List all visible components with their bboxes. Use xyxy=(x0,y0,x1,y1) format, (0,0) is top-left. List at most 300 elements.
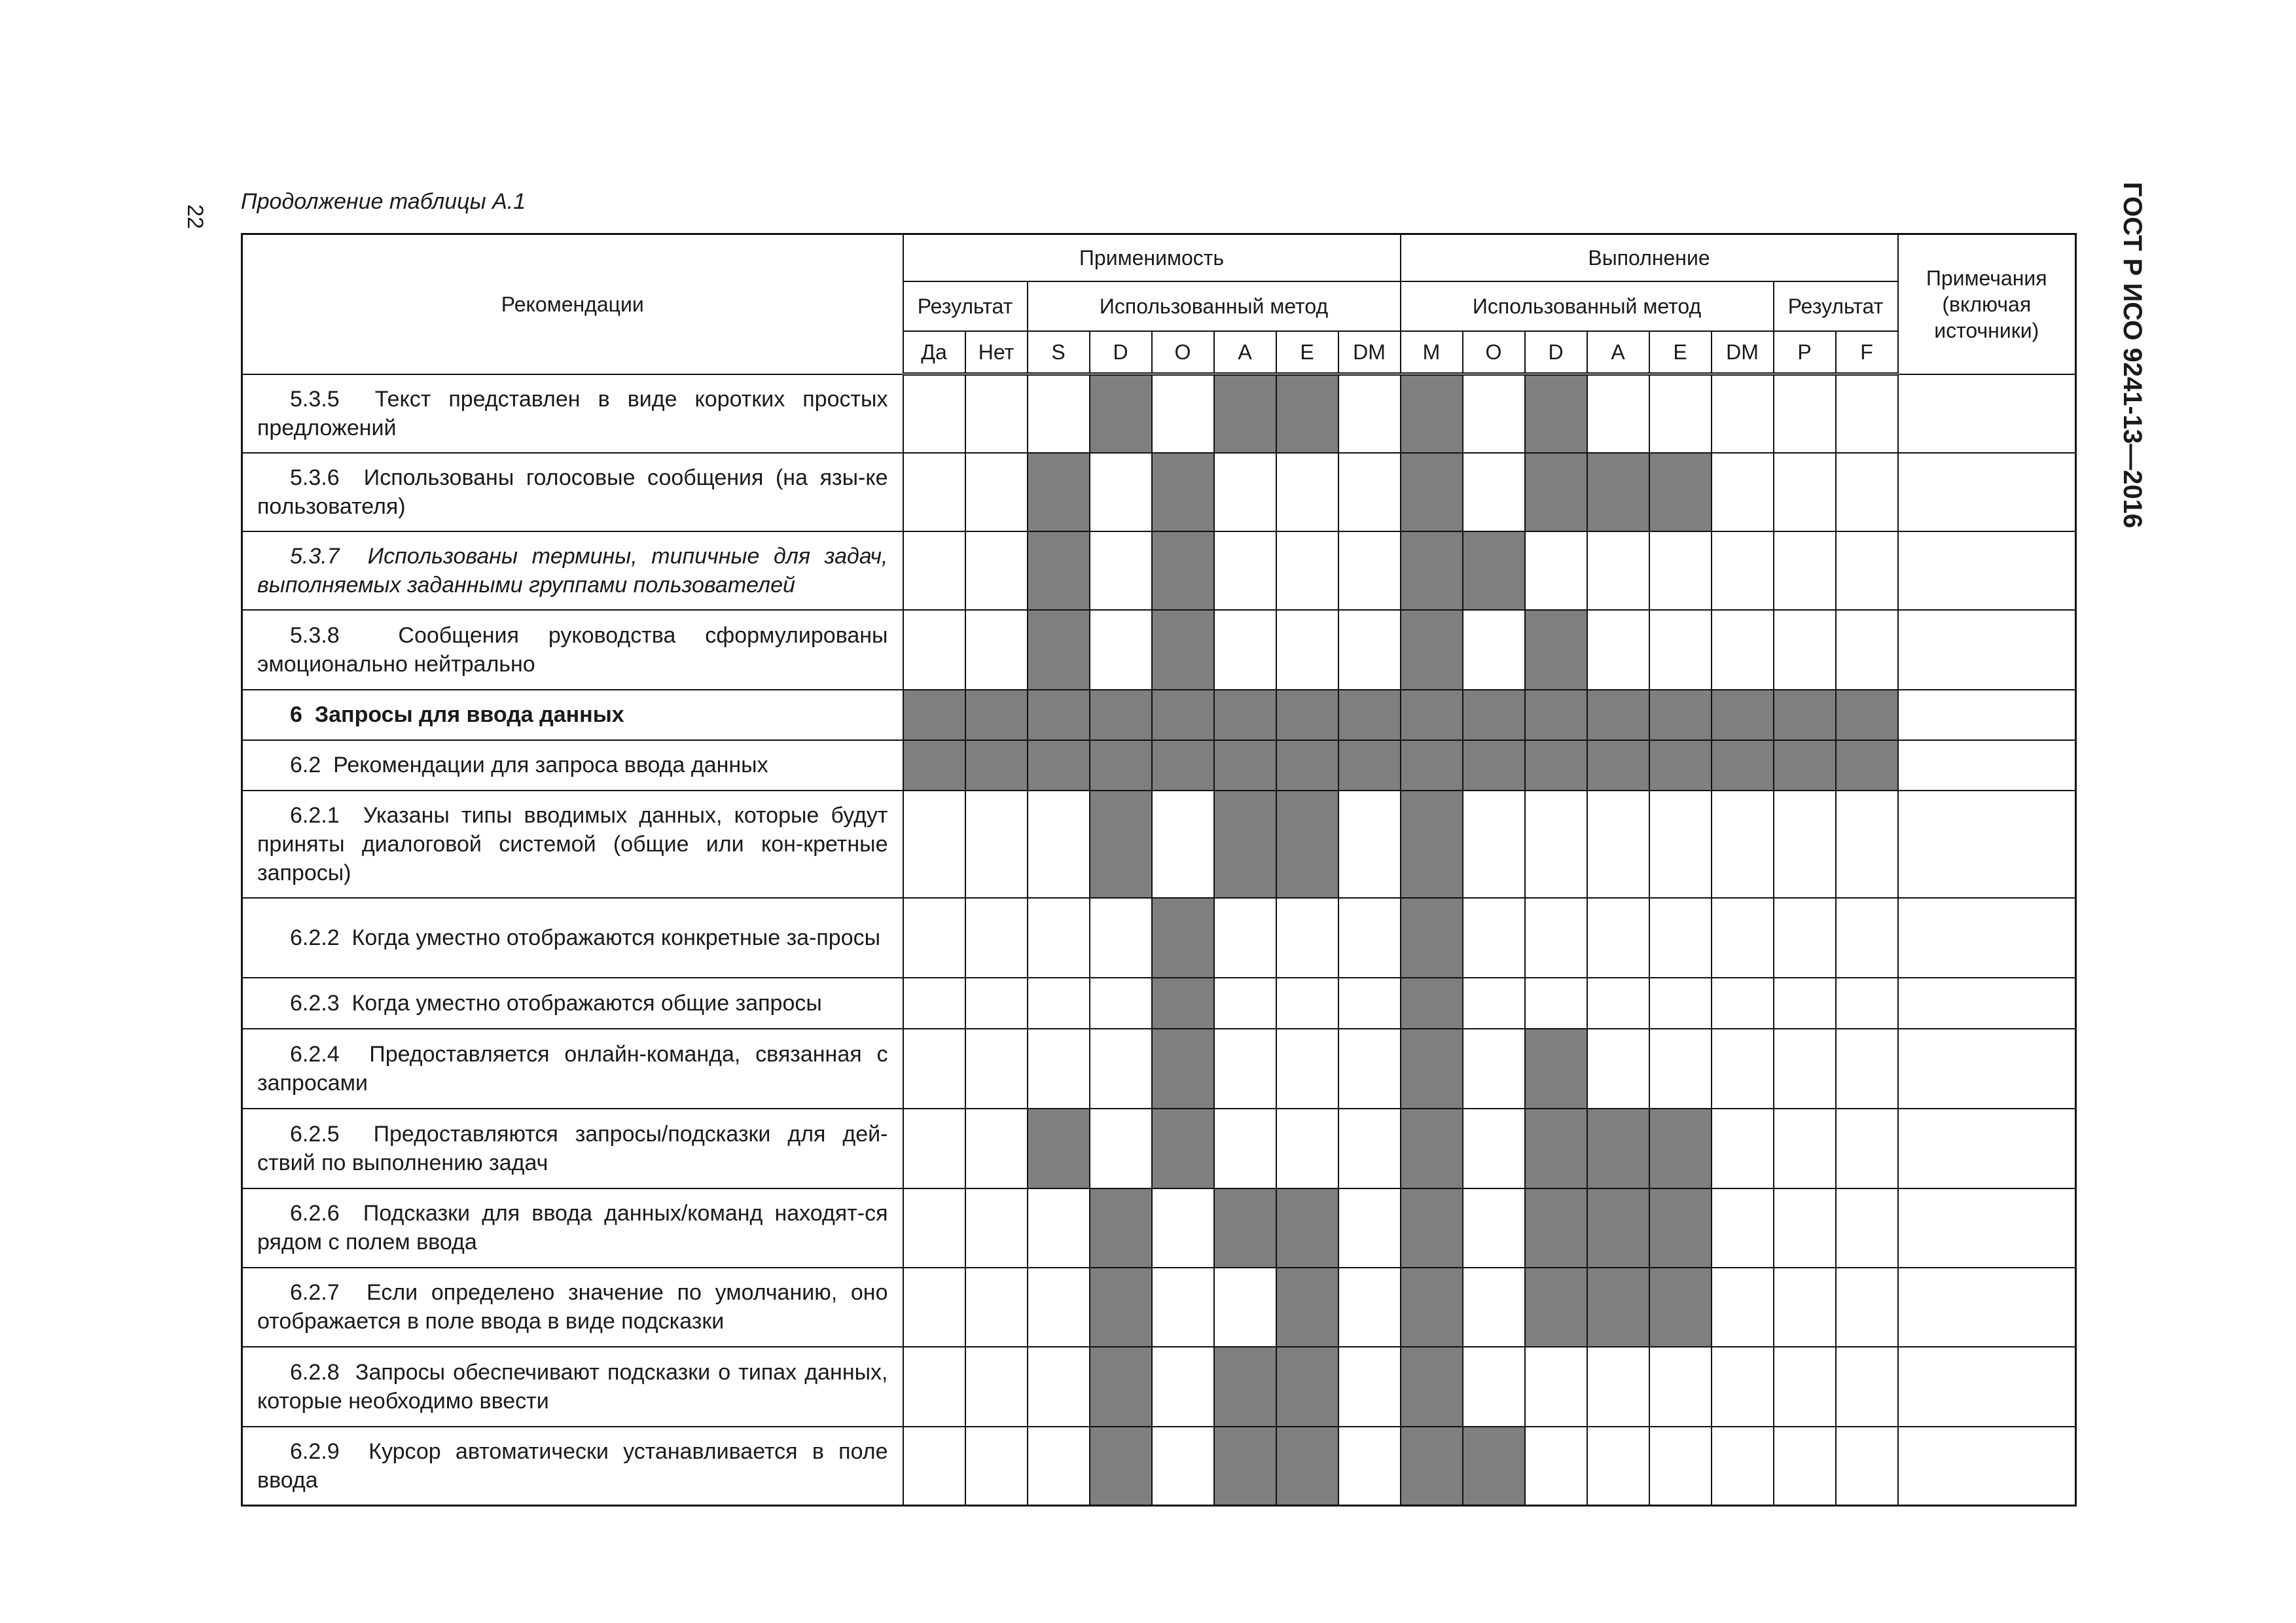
recommendation-cell xyxy=(242,1109,903,1188)
empty-cell xyxy=(1587,791,1649,898)
empty-cell xyxy=(1276,978,1338,1029)
empty-cell xyxy=(1090,610,1152,690)
table-row xyxy=(242,690,2076,740)
empty-cell xyxy=(903,374,965,453)
notes-cell xyxy=(1898,1268,2076,1347)
column-code-header: O xyxy=(1152,331,1214,374)
clause-text: Запросы для ввода данных xyxy=(314,702,624,727)
empty-cell xyxy=(1338,610,1401,690)
clause-text: Сообщения руководства сформулированы эмоционально нейтрально xyxy=(257,622,888,677)
empty-cell xyxy=(1214,453,1276,531)
shaded-cell xyxy=(1587,1268,1649,1347)
shaded-cell xyxy=(1649,740,1712,791)
shaded-cell xyxy=(1525,610,1587,690)
column-code-header: O xyxy=(1463,331,1525,374)
notes-cell xyxy=(1898,610,2076,690)
shaded-cell xyxy=(1028,610,1090,690)
column-code-header: S xyxy=(1028,331,1090,374)
table-row xyxy=(242,1347,2076,1427)
shaded-cell xyxy=(1401,1029,1463,1109)
recommendation-cell xyxy=(242,1029,903,1109)
shaded-cell xyxy=(1401,791,1463,898)
clause-separator xyxy=(340,387,375,412)
empty-cell xyxy=(1028,1427,1090,1506)
empty-cell xyxy=(903,1347,965,1427)
empty-cell xyxy=(1463,1268,1525,1347)
empty-cell xyxy=(1338,1109,1401,1188)
recommendation-cell xyxy=(242,898,903,978)
empty-cell xyxy=(1338,1427,1401,1506)
empty-cell xyxy=(1463,1109,1525,1188)
shaded-cell xyxy=(1214,1188,1276,1268)
clause-text: Курсор автоматически устанавливается в поле ввода xyxy=(257,1438,888,1493)
clause-number: 6.2.5 xyxy=(290,1121,340,1147)
empty-cell xyxy=(1712,898,1774,978)
shaded-cell xyxy=(1152,610,1214,690)
empty-cell xyxy=(1090,978,1152,1029)
empty-cell xyxy=(1028,1029,1090,1109)
column-code-header: DM xyxy=(1712,331,1774,374)
empty-cell xyxy=(1463,453,1525,531)
header-execution: Выполнение xyxy=(1401,234,1898,281)
shaded-cell xyxy=(1152,1029,1214,1109)
empty-cell xyxy=(1090,531,1152,610)
shaded-cell xyxy=(1090,791,1152,898)
shaded-cell xyxy=(1649,1268,1712,1347)
empty-cell xyxy=(1774,1029,1836,1109)
shaded-cell xyxy=(1712,740,1774,791)
recommendation-cell xyxy=(242,1268,903,1347)
clause-separator xyxy=(340,803,363,828)
shaded-cell xyxy=(1214,740,1276,791)
column-code-header: A xyxy=(1214,331,1276,374)
shaded-cell xyxy=(1401,1347,1463,1427)
shaded-cell xyxy=(1338,690,1401,740)
notes-cell xyxy=(1898,453,2076,531)
clause-text: Если определено значение по умолчанию, оно отображается в поле ввода в виде подсказки xyxy=(257,1280,888,1334)
empty-cell xyxy=(1276,898,1338,978)
empty-cell xyxy=(1712,453,1774,531)
shaded-cell xyxy=(1401,1109,1463,1188)
empty-cell xyxy=(1214,610,1276,690)
clause-text: Текст представлен в виде коротких простых предложений xyxy=(257,386,888,440)
empty-cell xyxy=(1338,1268,1401,1347)
column-code-header: DM xyxy=(1338,331,1401,374)
empty-cell xyxy=(965,374,1028,453)
empty-cell xyxy=(1649,1347,1712,1427)
empty-cell xyxy=(1028,1347,1090,1427)
empty-cell xyxy=(965,1268,1028,1347)
empty-cell xyxy=(1712,978,1774,1029)
empty-cell xyxy=(1836,898,1898,978)
header-method-execution: Использованный метод xyxy=(1401,281,1774,331)
empty-cell xyxy=(1587,1347,1649,1427)
clause-number: 5.3.7 xyxy=(290,543,340,569)
recommendation-cell xyxy=(242,531,903,610)
empty-cell xyxy=(903,610,965,690)
empty-cell xyxy=(1712,531,1774,610)
empty-cell xyxy=(965,1109,1028,1188)
shaded-cell xyxy=(1525,453,1587,531)
clause-separator xyxy=(340,1042,370,1067)
empty-cell xyxy=(903,1029,965,1109)
column-code-header: E xyxy=(1649,331,1712,374)
shaded-cell xyxy=(1276,1188,1338,1268)
empty-cell xyxy=(1463,898,1525,978)
recommendation-cell xyxy=(242,978,903,1029)
empty-cell xyxy=(1338,1347,1401,1427)
clause-text: Предоставляется онлайн-команда, связанная с запросами xyxy=(257,1041,888,1096)
empty-cell xyxy=(1214,531,1276,610)
empty-cell xyxy=(1712,1347,1774,1427)
table-row xyxy=(242,1109,2076,1188)
table-row xyxy=(242,978,2076,1029)
empty-cell xyxy=(1587,1029,1649,1109)
header-applicability: Применимость xyxy=(903,234,1401,281)
clause-number: 6.2.9 xyxy=(290,1438,340,1464)
empty-cell xyxy=(1152,1268,1214,1347)
empty-cell xyxy=(903,978,965,1029)
empty-cell xyxy=(965,453,1028,531)
table-row xyxy=(242,898,2076,978)
empty-cell xyxy=(1587,898,1649,978)
empty-cell xyxy=(1712,1109,1774,1188)
shaded-cell xyxy=(1152,531,1214,610)
empty-cell xyxy=(1712,610,1774,690)
clause-text: Когда уместно отображаются общие запросы xyxy=(351,990,822,1016)
shaded-cell xyxy=(1214,374,1276,453)
clause-separator xyxy=(340,1280,367,1305)
shaded-cell xyxy=(1836,690,1898,740)
shaded-cell xyxy=(1090,690,1152,740)
empty-cell xyxy=(1649,978,1712,1029)
clause-separator xyxy=(340,925,352,950)
empty-cell xyxy=(1463,610,1525,690)
empty-cell xyxy=(1649,531,1712,610)
empty-cell xyxy=(1214,1109,1276,1188)
empty-cell xyxy=(1214,1029,1276,1109)
empty-cell xyxy=(1836,1109,1898,1188)
recommendations-table xyxy=(241,233,2077,1507)
empty-cell xyxy=(903,1427,965,1506)
shaded-cell xyxy=(1028,531,1090,610)
clause-separator xyxy=(340,1201,363,1226)
empty-cell xyxy=(1152,1347,1214,1427)
empty-cell xyxy=(1525,1347,1587,1427)
empty-cell xyxy=(1463,978,1525,1029)
shaded-cell xyxy=(1028,690,1090,740)
shaded-cell xyxy=(1401,453,1463,531)
shaded-cell xyxy=(1090,1347,1152,1427)
empty-cell xyxy=(1338,898,1401,978)
shaded-cell xyxy=(1401,978,1463,1029)
empty-cell xyxy=(903,1188,965,1268)
shaded-cell xyxy=(1401,374,1463,453)
document-standard-title: ГОСТ Р ИСО 9241-13—2016 xyxy=(2118,182,2147,529)
header-method-applicability: Использованный метод xyxy=(1028,281,1401,331)
column-code-header: Нет xyxy=(965,331,1028,374)
shaded-cell xyxy=(1152,453,1214,531)
clause-number: 6.2.1 xyxy=(290,802,340,828)
empty-cell xyxy=(1214,898,1276,978)
empty-cell xyxy=(1587,374,1649,453)
shaded-cell xyxy=(1276,1427,1338,1506)
shaded-cell xyxy=(1587,1109,1649,1188)
empty-cell xyxy=(1649,610,1712,690)
empty-cell xyxy=(1338,374,1401,453)
clause-text: Предоставляются запросы/подсказки для дей-ствий по выполнению задач xyxy=(257,1121,888,1175)
shaded-cell xyxy=(1090,1427,1152,1506)
shaded-cell xyxy=(1276,690,1338,740)
shaded-cell xyxy=(1152,690,1214,740)
empty-cell xyxy=(1028,898,1090,978)
empty-cell xyxy=(965,1029,1028,1109)
empty-cell xyxy=(1774,610,1836,690)
empty-cell xyxy=(1712,1188,1774,1268)
empty-cell xyxy=(903,898,965,978)
column-code-header: F xyxy=(1836,331,1898,374)
empty-cell xyxy=(1152,1188,1214,1268)
shaded-cell xyxy=(1587,740,1649,791)
table-row xyxy=(242,1268,2076,1347)
empty-cell xyxy=(1090,453,1152,531)
clause-number: 6.2.2 xyxy=(290,925,340,950)
empty-cell xyxy=(1836,1188,1898,1268)
shaded-cell xyxy=(1028,740,1090,791)
empty-cell xyxy=(1836,610,1898,690)
shaded-cell xyxy=(1463,1427,1525,1506)
clause-text: Подсказки для ввода данных/команд находят-ся рядом с полем ввода xyxy=(257,1201,888,1255)
clause-number: 6 xyxy=(290,702,302,727)
clause-number: 6.2.8 xyxy=(290,1359,340,1385)
notes-cell xyxy=(1898,740,2076,791)
shaded-cell xyxy=(1525,740,1587,791)
recommendation-cell xyxy=(242,1347,903,1427)
empty-cell xyxy=(1090,1029,1152,1109)
notes-cell xyxy=(1898,690,2076,740)
shaded-cell xyxy=(965,740,1028,791)
empty-cell xyxy=(1338,1188,1401,1268)
shaded-cell xyxy=(1401,898,1463,978)
empty-cell xyxy=(1836,453,1898,531)
column-code-header: A xyxy=(1587,331,1649,374)
shaded-cell xyxy=(1401,610,1463,690)
empty-cell xyxy=(1587,1427,1649,1506)
table-row xyxy=(242,1188,2076,1268)
notes-cell xyxy=(1898,1427,2076,1506)
empty-cell xyxy=(965,1427,1028,1506)
clause-text: Использованы голосовые сообщения (на язы-ке пользователя) xyxy=(257,465,888,519)
table-row xyxy=(242,453,2076,531)
shaded-cell xyxy=(1463,690,1525,740)
empty-cell xyxy=(1587,978,1649,1029)
clause-separator xyxy=(302,702,315,727)
empty-cell xyxy=(1338,791,1401,898)
shaded-cell xyxy=(903,740,965,791)
table-caption: Продолжение таблицы А.1 xyxy=(241,189,526,214)
shaded-cell xyxy=(1338,740,1401,791)
shaded-cell xyxy=(1525,1029,1587,1109)
shaded-cell xyxy=(1276,1347,1338,1427)
empty-cell xyxy=(1463,1347,1525,1427)
empty-cell xyxy=(1338,1029,1401,1109)
shaded-cell xyxy=(1401,690,1463,740)
shaded-cell xyxy=(1028,453,1090,531)
shaded-cell xyxy=(1712,690,1774,740)
shaded-cell xyxy=(1525,1268,1587,1347)
empty-cell xyxy=(903,1109,965,1188)
empty-cell xyxy=(1587,610,1649,690)
shaded-cell xyxy=(1587,1188,1649,1268)
empty-cell xyxy=(1028,791,1090,898)
notes-cell xyxy=(1898,1109,2076,1188)
empty-cell xyxy=(1774,1109,1836,1188)
shaded-cell xyxy=(1090,1268,1152,1347)
notes-cell xyxy=(1898,374,2076,453)
recommendation-cell xyxy=(242,453,903,531)
empty-cell xyxy=(1836,374,1898,453)
column-code-header: M xyxy=(1401,331,1463,374)
recommendation-cell xyxy=(242,740,903,791)
shaded-cell xyxy=(1152,1109,1214,1188)
empty-cell xyxy=(1152,791,1214,898)
shaded-cell xyxy=(1525,1188,1587,1268)
empty-cell xyxy=(965,898,1028,978)
notes-cell xyxy=(1898,1188,2076,1268)
shaded-cell xyxy=(1214,1427,1276,1506)
empty-cell xyxy=(1338,453,1401,531)
shaded-cell xyxy=(1525,374,1587,453)
empty-cell xyxy=(1152,374,1214,453)
empty-cell xyxy=(1712,791,1774,898)
empty-cell xyxy=(1276,531,1338,610)
clause-number: 6.2.4 xyxy=(290,1041,340,1067)
empty-cell xyxy=(903,791,965,898)
clause-text: Запросы обеспечивают подсказки о типах данных, которые необходимо ввести xyxy=(257,1359,888,1414)
header-recommendations: Рекомендации xyxy=(242,234,903,374)
empty-cell xyxy=(903,453,965,531)
shaded-cell xyxy=(1774,740,1836,791)
empty-cell xyxy=(1774,531,1836,610)
shaded-cell xyxy=(1090,740,1152,791)
clause-text: Когда уместно отображаются конкретные за-просы xyxy=(351,925,881,950)
shaded-cell xyxy=(965,690,1028,740)
page-number: 22 xyxy=(183,204,207,229)
empty-cell xyxy=(1774,453,1836,531)
clause-separator xyxy=(321,753,333,777)
empty-cell xyxy=(1525,978,1587,1029)
notes-cell xyxy=(1898,531,2076,610)
shaded-cell xyxy=(1649,453,1712,531)
empty-cell xyxy=(1276,1029,1338,1109)
shaded-cell xyxy=(1152,898,1214,978)
shaded-cell xyxy=(1152,740,1214,791)
table-row xyxy=(242,531,2076,610)
clause-number: 6.2.3 xyxy=(290,990,340,1016)
empty-cell xyxy=(903,531,965,610)
shaded-cell xyxy=(1836,740,1898,791)
clause-separator xyxy=(340,465,364,490)
empty-cell xyxy=(1712,1427,1774,1506)
clause-text: Указаны типы вводимых данных, которые будут приняты диалоговой системой (общие или кон-кретные запросы) xyxy=(257,802,888,885)
recommendation-cell xyxy=(242,791,903,898)
clause-number: 6.2 xyxy=(290,753,321,777)
recommendation-cell xyxy=(242,374,903,453)
empty-cell xyxy=(1712,1029,1774,1109)
empty-cell xyxy=(1649,791,1712,898)
recommendation-cell xyxy=(242,1427,903,1506)
clause-number: 5.3.8 xyxy=(290,622,340,648)
empty-cell xyxy=(1090,1109,1152,1188)
empty-cell xyxy=(1587,531,1649,610)
empty-cell xyxy=(965,1347,1028,1427)
empty-cell xyxy=(1028,1188,1090,1268)
empty-cell xyxy=(965,978,1028,1029)
empty-cell xyxy=(1774,1268,1836,1347)
empty-cell xyxy=(1090,898,1152,978)
empty-cell xyxy=(1774,898,1836,978)
shaded-cell xyxy=(1463,740,1525,791)
empty-cell xyxy=(1836,791,1898,898)
shaded-cell xyxy=(1401,740,1463,791)
empty-cell xyxy=(1525,791,1587,898)
table-row xyxy=(242,1427,2076,1506)
header-result-execution: Результат xyxy=(1774,281,1898,331)
empty-cell xyxy=(1028,374,1090,453)
shaded-cell xyxy=(1525,690,1587,740)
shaded-cell xyxy=(1214,791,1276,898)
shaded-cell xyxy=(1214,690,1276,740)
empty-cell xyxy=(1463,791,1525,898)
shaded-cell xyxy=(1587,453,1649,531)
empty-cell xyxy=(965,531,1028,610)
empty-cell xyxy=(1276,1109,1338,1188)
shaded-cell xyxy=(1401,1188,1463,1268)
recommendation-cell xyxy=(242,1188,903,1268)
table-row xyxy=(242,791,2076,898)
clause-number: 6.2.7 xyxy=(290,1280,340,1305)
shaded-cell xyxy=(1401,1268,1463,1347)
recommendation-cell xyxy=(242,690,903,740)
table-row xyxy=(242,610,2076,690)
header-notes: Примечания (включая источники) xyxy=(1898,234,2076,374)
empty-cell xyxy=(903,1268,965,1347)
shaded-cell xyxy=(1028,1109,1090,1188)
shaded-cell xyxy=(1276,1268,1338,1347)
empty-cell xyxy=(965,610,1028,690)
table-row xyxy=(242,740,2076,791)
column-code-header: E xyxy=(1276,331,1338,374)
shaded-cell xyxy=(1214,1347,1276,1427)
empty-cell xyxy=(1463,1029,1525,1109)
column-code-header: P xyxy=(1774,331,1836,374)
clause-separator xyxy=(340,544,368,569)
column-code-header: Да xyxy=(903,331,965,374)
empty-cell xyxy=(1649,898,1712,978)
empty-cell xyxy=(1836,531,1898,610)
empty-cell xyxy=(1836,978,1898,1029)
empty-cell xyxy=(1774,978,1836,1029)
empty-cell xyxy=(1774,1188,1836,1268)
shaded-cell xyxy=(1774,690,1836,740)
empty-cell xyxy=(1525,898,1587,978)
table-row xyxy=(242,1029,2076,1109)
empty-cell xyxy=(1774,1347,1836,1427)
empty-cell xyxy=(1028,1268,1090,1347)
empty-cell xyxy=(1649,1029,1712,1109)
empty-cell xyxy=(1276,610,1338,690)
column-code-header: D xyxy=(1090,331,1152,374)
